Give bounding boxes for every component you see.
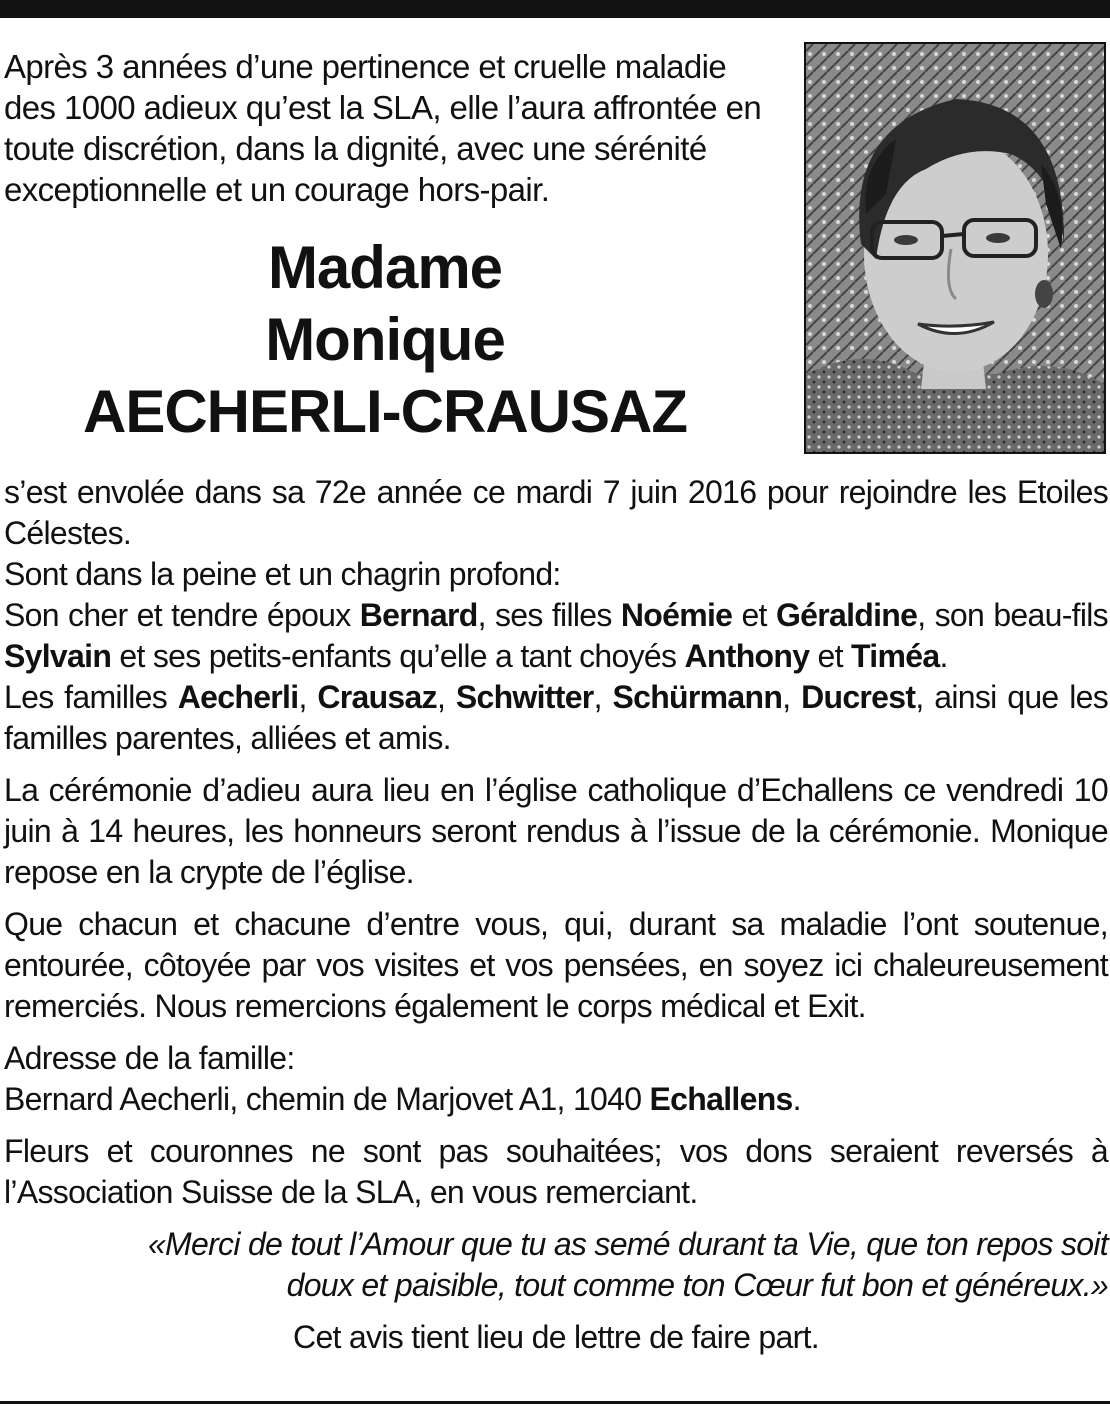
address-line: Bernard Aecherli, chemin de Marjovet A1, 1040 bbox=[4, 1081, 650, 1117]
text-span: , bbox=[436, 679, 456, 715]
address-town: Echallens bbox=[649, 1081, 793, 1117]
deceased-name bbox=[0, 232, 770, 448]
portrait-photo bbox=[804, 42, 1106, 454]
intro-paragraph: Après 3 années d’une pertinence et cruelle maladie des 1000 adieux qu’est la SLA, elle l’aura affrontée en toute discrétion, dans la dignité, avec une sérénité exceptionnelle et un courage hors-pair. bbox=[4, 48, 762, 208]
paragraph-thanks: Que chacun et chacune d’entre vous, qui, durant sa maladie l’ont soutenue, entourée, côtoyée par vos visites et vos pensées, en soyez ici chaleureusement remerciés. Nous remercions également le corps médical et Exit. bbox=[4, 906, 1108, 1024]
text-span: , ainsi que les familles parentes, alliées et amis. bbox=[4, 679, 1109, 756]
name-first: Monique bbox=[265, 306, 505, 373]
text-span: et bbox=[732, 597, 776, 633]
family-aecherli: Aecherli bbox=[177, 679, 299, 715]
name-noemie: Noémie bbox=[620, 597, 733, 633]
notice-body bbox=[4, 472, 1108, 1369]
text-span: , bbox=[593, 679, 613, 715]
closing-note: Cet avis tient lieu de lettre de faire part. bbox=[293, 1319, 819, 1355]
paragraph-family bbox=[4, 472, 1108, 759]
name-title: Madame bbox=[267, 234, 503, 301]
quote-line-2: doux et paisible, tout comme ton Cœur fut bon et généreux.» bbox=[286, 1267, 1108, 1303]
family-ducrest: Ducrest bbox=[801, 679, 916, 715]
text-span: Son cher et tendre époux bbox=[4, 597, 360, 633]
mourners-intro: Sont dans la peine et un chagrin profond: bbox=[4, 556, 561, 592]
quote-line-1: «Merci de tout l’Amour que tu as semé durant ta Vie, que ton repos soit bbox=[147, 1226, 1108, 1262]
text-span: , bbox=[782, 679, 802, 715]
name-bernard: Bernard bbox=[359, 597, 478, 633]
name-surname: AECHERLI-CRAUSAZ bbox=[83, 378, 687, 445]
address-label: Adresse de la famille: bbox=[4, 1040, 295, 1076]
paragraph-flowers: Fleurs et couronnes ne sont pas souhaitées; vos dons seraient reversés à l’Association Suisse de la SLA, en vous remerciant. bbox=[4, 1133, 1108, 1210]
paragraph-address bbox=[4, 1038, 1108, 1120]
top-rule bbox=[0, 0, 1110, 18]
text-span: Les familles bbox=[4, 679, 178, 715]
text-span: . bbox=[939, 638, 948, 674]
family-crausaz: Crausaz bbox=[317, 679, 437, 715]
closing-quote bbox=[4, 1224, 1108, 1306]
passing-text: s’est envolée dans sa 72e année ce mardi 7 juin 2016 pour rejoindre les Etoiles Célestes. bbox=[4, 474, 1108, 551]
name-sylvain: Sylvain bbox=[4, 638, 112, 674]
text-span: , bbox=[298, 679, 318, 715]
text-span: et bbox=[809, 638, 852, 674]
name-timea: Timéa bbox=[851, 638, 940, 674]
family-schwitter: Schwitter bbox=[455, 679, 594, 715]
text-span: . bbox=[792, 1081, 801, 1117]
text-span: et ses petits-enfants qu’elle a tant choyés bbox=[111, 638, 685, 674]
bottom-rule bbox=[0, 1401, 1110, 1404]
name-geraldine: Géraldine bbox=[775, 597, 918, 633]
name-anthony: Anthony bbox=[684, 638, 810, 674]
text-span: , ses filles bbox=[477, 597, 621, 633]
paragraph-ceremony: La cérémonie d’adieu aura lieu en l’église catholique d’Echallens ce vendredi 10 juin à 14 heures, les honneurs seront rendus à l’issue de la cérémonie. Monique repose en la crypte de l’église. bbox=[4, 772, 1108, 890]
text-span: , son beau-fils bbox=[917, 597, 1108, 633]
family-schurmann: Schürmann bbox=[612, 679, 783, 715]
